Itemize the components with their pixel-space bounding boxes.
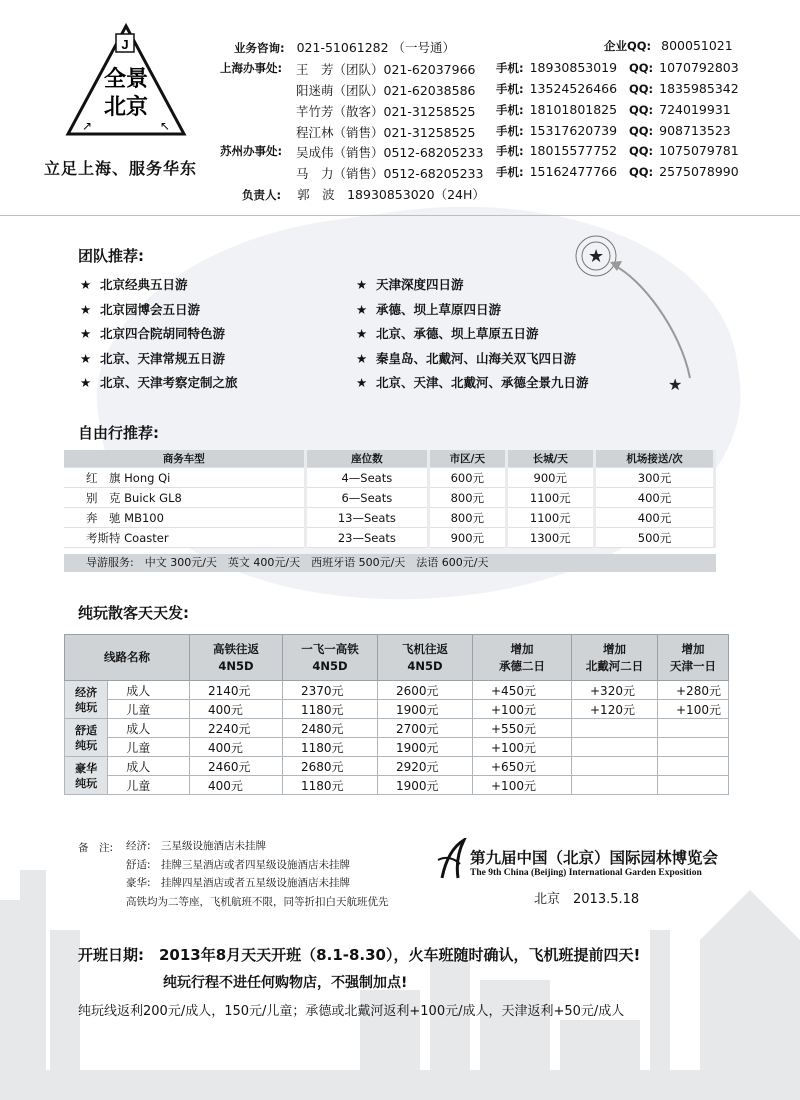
table-cell: 1300元 (506, 528, 594, 548)
shanghai-star-icon: ★ (668, 375, 683, 394)
tour-label: 秦皇岛、北戴河、山海关双飞四日游 (376, 350, 577, 366)
table-cell (658, 776, 729, 795)
business-line: 业务咨询: 021-51061282 （一号通） (234, 40, 456, 55)
mobile-value: 15317620739 (529, 123, 618, 138)
table-cell: 400元 (190, 738, 283, 757)
contact-name-shanghai: 阳迷萌（团队）021-62038586 (296, 83, 476, 98)
table-header-cell: 机场接送/次 (595, 450, 715, 468)
package-name: 舒适 纯玩 (65, 719, 108, 757)
table-cell: 1900元 (378, 776, 473, 795)
table-cell: +450元 (473, 681, 572, 700)
no-shopping-line: 纯玩行程不进任何购物店，不强制加点! (163, 975, 408, 991)
pure-section-title: 纯玩散客天天发: (78, 604, 189, 622)
contact-qq (629, 123, 731, 138)
note-line: 豪华: 挂牌四星酒店或者五星级设施酒店未挂牌 (126, 877, 351, 889)
mobile-label: 手机: (496, 124, 524, 138)
table-cell: 500元 (595, 528, 715, 548)
table-cell: 2140元 (190, 681, 283, 700)
mobile-value: 18015577752 (529, 143, 618, 158)
mobile-value: 18930853019 (529, 60, 618, 75)
star-icon: ★ (80, 277, 92, 292)
table-cell: 1100元 (506, 508, 594, 528)
svg-text:北京: 北京 (103, 95, 149, 120)
table-cell: 400元 (190, 700, 283, 719)
mobile-value: 15162477766 (529, 164, 618, 179)
table-cell: 别 克 Buick GL8 (64, 488, 305, 508)
tour-label: 北京、天津常规五日游 (100, 350, 226, 366)
group-section-title: 团队推荐: (78, 247, 144, 265)
mobile-label: 手机: (496, 82, 524, 96)
contact-name-shanghai: 王 芳（团队）021-62037966 (296, 62, 476, 77)
table-cell: 400元 (595, 488, 715, 508)
table-header-cell: 增加 承德二日 (473, 635, 572, 681)
svg-text:全景: 全景 (103, 67, 149, 92)
contact-mobile (496, 60, 617, 76)
svg-text:J: J (121, 37, 129, 52)
table-cell: 2920元 (378, 757, 473, 776)
table-cell: +550元 (473, 719, 572, 738)
tour-label: 天津深度四日游 (376, 277, 464, 292)
logo-corner-mark-right: ↖ (160, 119, 171, 133)
table-row (65, 700, 729, 719)
table-header-cell: 高铁往返 4N5D (190, 635, 283, 681)
tour-item (356, 300, 501, 318)
shanghai-office-label: 上海办事处: (220, 61, 283, 75)
expo-title-en: The 9th China (Beijing) International Garden Exposition (470, 868, 702, 878)
table-header-cell: 增加 天津一日 (658, 635, 729, 681)
table-header-cell: 增加 北戴河二日 (572, 635, 658, 681)
table-cell: +120元 (572, 700, 658, 719)
qq-value: 1835985342 (659, 81, 739, 96)
table-cell: 1900元 (378, 738, 473, 757)
table-cell: 800元 (429, 508, 506, 528)
table-cell: 儿童 (108, 700, 190, 719)
table-cell: 2460元 (190, 757, 283, 776)
table-cell: +320元 (572, 681, 658, 700)
table-cell: 红 旗 Hong Qi (64, 468, 305, 488)
table-cell: 1180元 (283, 700, 378, 719)
table-row (64, 488, 715, 508)
contact-qq (629, 60, 739, 75)
table-cell (658, 757, 729, 776)
contact-mobile (496, 102, 617, 118)
guide-service-row: 导游服务: 中文 300元/天 英文 400元/天 西班牙语 500元/天 法语 600元/天 (64, 554, 716, 572)
package-name: 豪华 纯玩 (65, 757, 108, 795)
company-logo (64, 22, 188, 140)
note-line: 经济: 三星级设施酒店未挂牌 (126, 840, 267, 852)
table-cell: 成人 (108, 757, 190, 776)
tour-item (356, 275, 464, 293)
start-date-line: 开班日期: 2013年8月天天开班（8.1-8.30），火车班随时确认，飞机班提前四天! (78, 946, 641, 964)
table-cell: 400元 (190, 776, 283, 795)
table-cell: 900元 (429, 528, 506, 548)
table-cell: 900元 (506, 468, 594, 488)
mobile-label: 手机: (496, 103, 524, 117)
star-icon: ★ (356, 375, 368, 390)
star-icon: ★ (80, 326, 92, 341)
beijing-star-icon: ★ (588, 246, 605, 267)
contact-mobile (496, 164, 617, 180)
route-graphic (570, 228, 720, 398)
table-cell: 6—Seats (305, 488, 428, 508)
table-cell: 2480元 (283, 719, 378, 738)
table-cell: +100元 (658, 700, 729, 719)
qq-value: 1070792803 (659, 60, 739, 75)
package-name: 经济 纯玩 (65, 681, 108, 719)
qq-value: 908713523 (659, 123, 731, 138)
table-header-cell: 线路名称 (65, 635, 190, 681)
price-table (64, 634, 729, 795)
table-row (64, 468, 715, 488)
table-cell: 1900元 (378, 700, 473, 719)
tour-label: 北京四合院胡同特色游 (100, 326, 226, 341)
contact-name-shanghai: 芊竹芳（散客）021-31258525 (296, 104, 476, 119)
star-icon: ★ (80, 350, 92, 366)
tour-label: 承德、坝上草原四日游 (376, 301, 502, 317)
tour-label: 北京、天津、北戴河、承德全景九日游 (376, 375, 589, 390)
table-cell: +280元 (658, 681, 729, 700)
table-cell: 成人 (108, 719, 190, 738)
suzhou-office-label: 苏州办事处: (220, 144, 283, 158)
table-cell: +650元 (473, 757, 572, 776)
table-cell: 23—Seats (305, 528, 428, 548)
expo-date: 北京 2013.5.18 (534, 892, 640, 907)
star-icon: ★ (80, 301, 92, 317)
tour-label: 北京、承德、坝上草原五日游 (376, 326, 539, 341)
tour-label: 北京、天津考察定制之旅 (100, 375, 238, 390)
car-rental-table (64, 450, 716, 548)
contact-mobile (496, 143, 617, 159)
qq-label: QQ: (629, 124, 654, 138)
qq-label: QQ: (629, 165, 654, 179)
star-icon: ★ (80, 375, 92, 390)
manager-line: 负责人: 郭 波 18930853020（24H） (242, 187, 485, 202)
tour-item (356, 349, 576, 367)
expo-title-cn: 第九届中国（北京）国际园林博览会 (470, 848, 719, 867)
free-section-title: 自由行推荐: (78, 424, 159, 442)
contact-qq (629, 143, 739, 158)
tour-item (356, 324, 539, 342)
table-cell: 考斯特 Coaster (64, 528, 305, 548)
qq-value: 2575078990 (659, 164, 739, 179)
qq-label: QQ: (629, 103, 654, 117)
table-row (64, 508, 715, 528)
tour-item (80, 324, 225, 342)
table-header-cell: 飞机往返 4N5D (378, 635, 473, 681)
mobile-label: 手机: (496, 61, 524, 75)
table-header-cell: 长城/天 (506, 450, 594, 468)
company-qq: 企业QQ: 800051021 (604, 38, 733, 53)
table-cell: +100元 (473, 700, 572, 719)
table-cell (658, 738, 729, 757)
contact-qq (629, 81, 739, 96)
contact-name-suzhou: 马 力（销售）0512-68205233 (296, 166, 484, 181)
table-cell: 4—Seats (305, 468, 428, 488)
table-cell: 800元 (429, 488, 506, 508)
qq-value: 1075079781 (659, 143, 739, 158)
table-cell: 300元 (595, 468, 715, 488)
table-cell: 13—Seats (305, 508, 428, 528)
table-cell: 1100元 (506, 488, 594, 508)
contact-mobile (496, 81, 617, 97)
table-cell: +100元 (473, 738, 572, 757)
qq-label: QQ: (629, 144, 654, 158)
table-cell: 儿童 (108, 738, 190, 757)
table-cell: 600元 (429, 468, 506, 488)
table-cell: 2600元 (378, 681, 473, 700)
tour-item (80, 373, 238, 391)
table-cell (572, 738, 658, 757)
contact-name-shanghai: 程江林（销售）021-31258525 (296, 125, 476, 140)
logo-corner-mark-left: ↗ (82, 119, 93, 133)
contact-qq (629, 164, 739, 179)
table-header-cell: 商务车型 (64, 450, 305, 468)
tour-item (80, 349, 225, 367)
table-cell (572, 757, 658, 776)
mobile-value: 13524526466 (529, 81, 618, 96)
table-cell: 2370元 (283, 681, 378, 700)
contact-name-suzhou: 吴成伟（销售）0512-68205233 (296, 145, 484, 160)
table-header-cell: 一飞一高铁 4N5D (283, 635, 378, 681)
tour-item (80, 300, 200, 318)
tour-label: 北京经典五日游 (100, 277, 188, 292)
note-line: 高铁均为二等座，飞机航班不限，同等折扣白天航班优先 (126, 895, 389, 908)
contact-qq (629, 102, 731, 117)
table-cell: 1180元 (283, 738, 378, 757)
table-header-cell: 座位数 (305, 450, 428, 468)
header-divider (0, 215, 800, 216)
star-icon: ★ (356, 326, 368, 341)
table-cell: 2700元 (378, 719, 473, 738)
note-line: 舒适: 挂牌三星酒店或者四星级设施酒店未挂牌 (126, 858, 351, 871)
table-row (65, 776, 729, 795)
table-cell: 400元 (595, 508, 715, 528)
slogan: 立足上海、服务华东 (44, 159, 198, 178)
table-row (64, 528, 715, 548)
rebate-line: 纯玩线返利200元/成人，150元/儿童；承德或北戴河返利+100元/成人，天津返利+50元/成人 (78, 1004, 625, 1019)
table-row (65, 738, 729, 757)
tour-item (80, 275, 188, 293)
table-cell: +100元 (473, 776, 572, 795)
star-icon: ★ (356, 301, 368, 317)
tour-label: 北京园博会五日游 (100, 301, 201, 317)
table-row (65, 757, 729, 776)
table-cell: 奔 驰 MB100 (64, 508, 305, 528)
mobile-label: 手机: (496, 144, 524, 158)
table-cell (572, 719, 658, 738)
notes-label: 备 注: (78, 842, 114, 854)
contact-mobile (496, 123, 617, 139)
star-icon: ★ (356, 350, 368, 366)
table-header-cell: 市区/天 (429, 450, 506, 468)
table-row (65, 681, 729, 700)
table-row (65, 719, 729, 738)
table-cell: 儿童 (108, 776, 190, 795)
tour-item (356, 373, 589, 391)
table-cell: 2680元 (283, 757, 378, 776)
expo-emblem-icon (436, 838, 468, 880)
table-cell: 成人 (108, 681, 190, 700)
qq-label: QQ: (629, 82, 654, 96)
qq-label: QQ: (629, 61, 654, 75)
table-cell: 2240元 (190, 719, 283, 738)
table-cell: 1180元 (283, 776, 378, 795)
table-cell (572, 776, 658, 795)
qq-value: 724019931 (659, 102, 731, 117)
mobile-value: 18101801825 (529, 102, 618, 117)
table-cell (658, 719, 729, 738)
mobile-label: 手机: (496, 165, 524, 179)
star-icon: ★ (356, 277, 368, 292)
